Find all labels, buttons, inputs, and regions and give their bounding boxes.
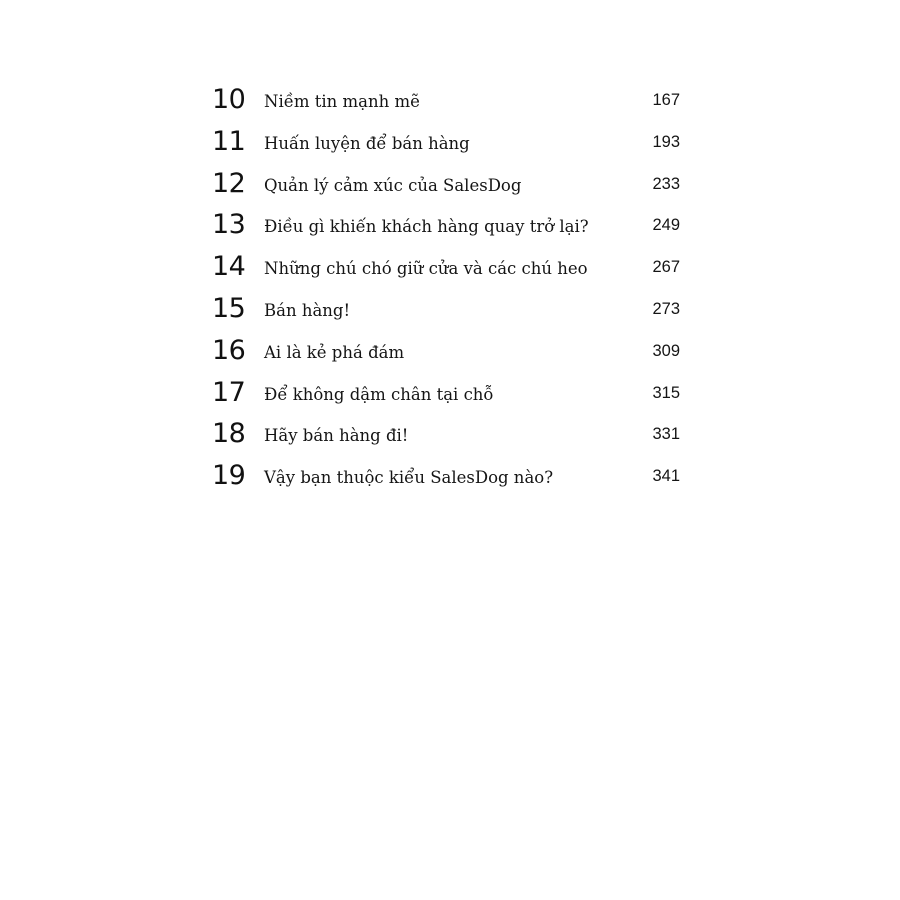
page-number: 341: [652, 467, 680, 486]
chapter-number: 11: [212, 125, 246, 157]
chapter-title: Để không dậm chân tại chỗ: [264, 384, 494, 404]
table-of-contents: [212, 80, 692, 498]
page-number: 273: [652, 299, 680, 318]
page-number: 193: [652, 132, 680, 151]
chapter-title: Huấn luyện để bán hàng: [264, 133, 470, 153]
page-number: 167: [652, 91, 680, 109]
page-number: 233: [652, 174, 680, 193]
chapter-number: 14: [212, 251, 246, 283]
chapter-title: Điều gì khiến khách hàng quay trở lại?: [264, 217, 589, 237]
toc-entry-19: [212, 456, 692, 498]
chapter-number: 16: [212, 334, 246, 366]
chapter-number: 13: [212, 209, 246, 241]
chapter-title: Quản lý cảm xúc của SalesDog: [264, 175, 522, 195]
chapter-number: 15: [212, 292, 246, 324]
toc-entry-16: [212, 331, 692, 373]
chapter-title: Vậy bạn thuộc kiểu SalesDog nào?: [264, 468, 554, 488]
page-number: 331: [652, 425, 680, 444]
chapter-title: Ai là kẻ phá đám: [264, 342, 405, 362]
chapter-number: 10: [212, 84, 246, 115]
toc-entry-14: [212, 247, 692, 289]
chapter-number: 18: [212, 418, 246, 450]
toc-entry-11: [212, 122, 692, 164]
toc-entry-18: [212, 414, 692, 456]
chapter-title: Bán hàng!: [264, 300, 351, 320]
toc-entry-15: [212, 289, 692, 331]
chapter-title: Hãy bán hàng đi!: [264, 426, 409, 446]
page-number: 267: [652, 258, 680, 277]
page-number: 309: [652, 341, 680, 360]
toc-entry-10: [212, 80, 692, 122]
page-number: 315: [652, 383, 680, 402]
chapter-number: 17: [212, 376, 246, 408]
chapter-number: 19: [212, 460, 246, 492]
chapter-title: Những chú chó giữ cửa và các chú heo: [264, 259, 588, 279]
toc-entry-17: [212, 373, 692, 415]
toc-entry-12: [212, 164, 692, 206]
page-number: 249: [652, 216, 680, 235]
toc-entry-13: [212, 205, 692, 247]
chapter-title: Niềm tin mạnh mẽ: [264, 92, 420, 111]
chapter-number: 12: [212, 167, 246, 199]
